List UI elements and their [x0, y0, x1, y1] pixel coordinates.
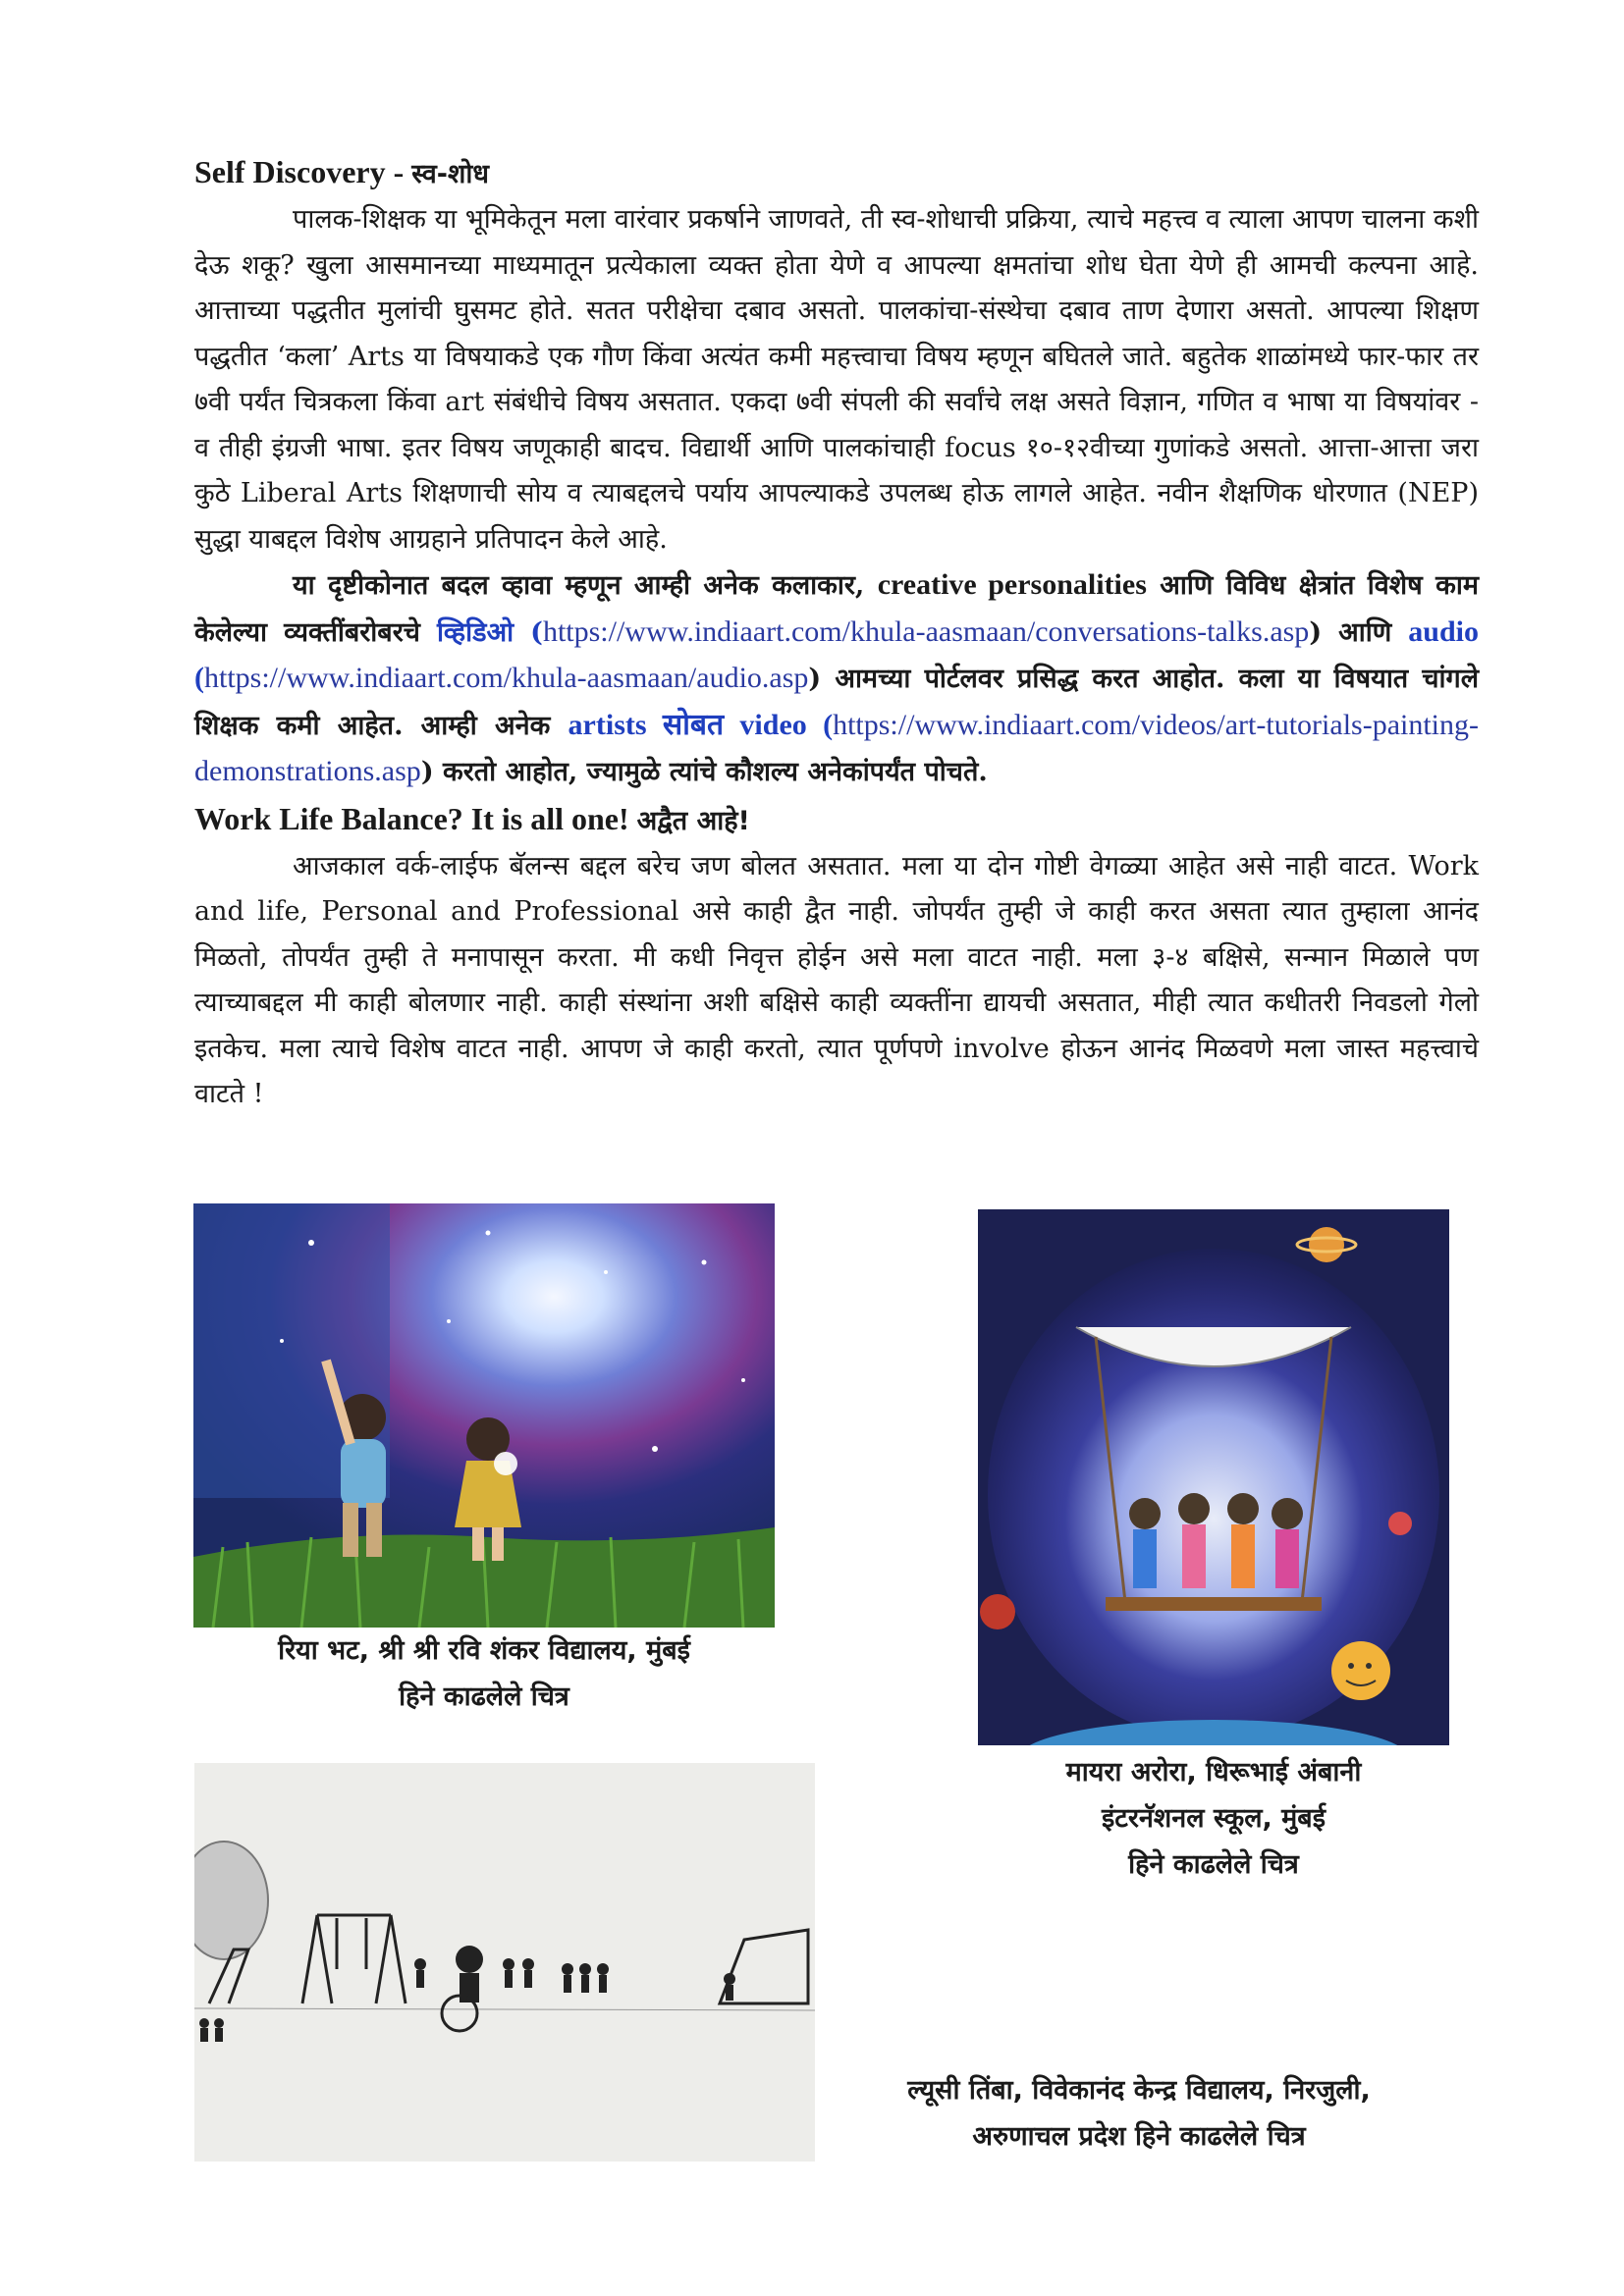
caption-line: रिया भट, श्री श्री रवि शंकर विद्यालय, मुंबई: [278, 1635, 690, 1666]
caption-figure-3: [815, 2067, 1463, 2160]
painting-space-swing: [978, 1209, 1449, 1745]
text-run: ) करतो आहोत, ज्यामुळे त्यांचे कौशल्य अनेकांपर्यंत पोचते.: [420, 757, 988, 787]
painting-playground-sketch: [194, 1763, 815, 2162]
text-run: audio (: [194, 614, 1480, 694]
paragraph-work-life: आजकाल वर्क-लाईफ बॅलन्स बद्दल बरेच जण बोलत असतात. मला या दोन गोष्टी वेगळ्या आहेत असे नाही वाटत. Work and life, Personal and Professional असे काही द्वैत नाही. जोपर्यंत तुम्ही जे काही करत असता त्यात तुम्हाला आनंद मिळतो, तोपर्यंत तुम्ही ते मनापासून करता. मी कधी निवृत्त होईन असे मला वाटत नाही. मला ३-४ बक्षिसे, सन्मान मिळाले पण त्याच्याबद्दल मी काही बोलणार नाही. काही संस्थांना अशी बक्षिसे काही व्यक्तींना द्यायची असतात, मीही त्यात कधीतरी निवडलो गेलो इतकेच. मला त्याचे विशेष वाटत नाही. आपण जे काही करतो, त्यात पूर्णपणे involve होऊन आनंद मिळवणे मला जास्त महत्त्वाचे वाटते !: [194, 850, 1479, 1109]
night-sky-illustration: [193, 1203, 775, 1628]
paragraph-links: [194, 562, 1479, 796]
link-audio[interactable]: https://www.indiaart.com/khula-aasmaan/audio.asp: [204, 662, 809, 694]
section-heading-self-discovery: [194, 149, 1479, 197]
article-text: [194, 149, 1479, 1118]
caption-figure-2: [978, 1749, 1449, 1888]
text-run: artists सोबत video (: [568, 708, 834, 741]
painting-night-sky: [193, 1203, 775, 1628]
caption-line: हिने काढलेले चित्र: [399, 1682, 569, 1712]
text-run: आणि विविध क्षेत्रांत विशेष काम केलेल्या व्यक्तींबरोबरचे: [194, 570, 1479, 648]
text-run: ) आमच्या पोर्टलवर प्रसिद्ध करत आहोत. कला या विषयात चांगले शिक्षक कमी आहेत. आम्ही अनेक: [194, 664, 1479, 741]
text-run: creative personalities: [877, 568, 1147, 601]
link-conversations-talks[interactable]: https://www.indiaart.com/khula-aasmaan/conversations-talks.asp: [542, 614, 1310, 648]
caption-figure-1: [193, 1628, 775, 1720]
caption-line: हिने काढलेले चित्र: [1128, 1849, 1299, 1880]
paragraph-self-discovery: पालक-शिक्षक या भूमिकेतून मला वारंवार प्रकर्षाने जाणवते, ती स्व-शोधाची प्रक्रिया, त्याचे महत्त्व व त्याला आपण चालना कशी देऊ शकू? खुला आसमानच्या माध्यमातून प्रत्येकाला व्यक्त होता येणे व आपल्या क्षमतांचा शोध घेता येणे ही आमची कल्पना आहे. आत्ताच्या पद्धतीत मुलांची घुसमट होते. सतत परीक्षेचा दबाव असतो. पालकांचा-संस्थेचा दबाव ताण देणारा असतो. आपल्या शिक्षण पद्धतीत ‘कला’ Arts या विषयाकडे एक गौण किंवा अत्यंत कमी महत्त्वाचा विषय म्हणून बघितले जाते. बहुतेक शाळांमध्ये फार-फार तर ७वी पर्यंत चित्रकला किंवा art संबंधीचे विषय असतात. एकदा ७वी संपली की सर्वांचे लक्ष असते विज्ञान, गणित व भाषा या विषयांवर - व तीही इंग्रजी भाषा. इतर विषय जणूकाही बादच. विद्यार्थी आणि पालकांचाही focus १०-१२वीच्या गुणांकडे असतो. आत्ता-आत्ता जरा कुठे Liberal Arts शिक्षणाची सोय व त्याबद्दलचे पर्याय आपल्याकडे उपलब्ध होऊ लागले आहेत. नवीन शैक्षणिक धोरणात (NEP) सुद्धा याबद्दल विशेष आग्रहाने प्रतिपादन केले आहे.: [194, 204, 1479, 555]
heading-english: Self Discovery: [194, 154, 386, 189]
heading-english: Work Life Balance? It is all one!: [194, 800, 629, 836]
caption-line: अरुणाचल प्रदेश हिने काढलेले चित्र: [972, 2121, 1306, 2152]
heading-marathi: स्व-शोध: [411, 159, 489, 189]
section-heading-work-life: [194, 796, 1479, 844]
text-run: ) आणि: [1309, 616, 1409, 648]
text-run: या दृष्टीकोनात बदल व्हावा म्हणून आम्ही अनेक कलाकार,: [293, 570, 878, 601]
caption-line: ल्यूसी तिंबा, विवेकानंद केन्द्र विद्यालय, निरजुली,: [907, 2075, 1371, 2106]
space-swing-illustration: [978, 1209, 1449, 1745]
link-art-tutorials[interactable]: https://www.indiaart.com/videos/art-tutorials-painting-demonstrations.asp: [194, 708, 1479, 787]
caption-line: मायरा अरोरा, धिरूभाई अंबानी: [1065, 1757, 1362, 1788]
heading-marathi: अद्वैत आहे!: [636, 805, 750, 836]
text-run: व्हिडिओ (: [436, 616, 543, 648]
heading-separator: -: [385, 154, 412, 189]
caption-line: इंटरनॅशनल स्कूल, मुंबई: [1102, 1803, 1326, 1834]
playground-sketch-illustration: [194, 1763, 815, 2162]
